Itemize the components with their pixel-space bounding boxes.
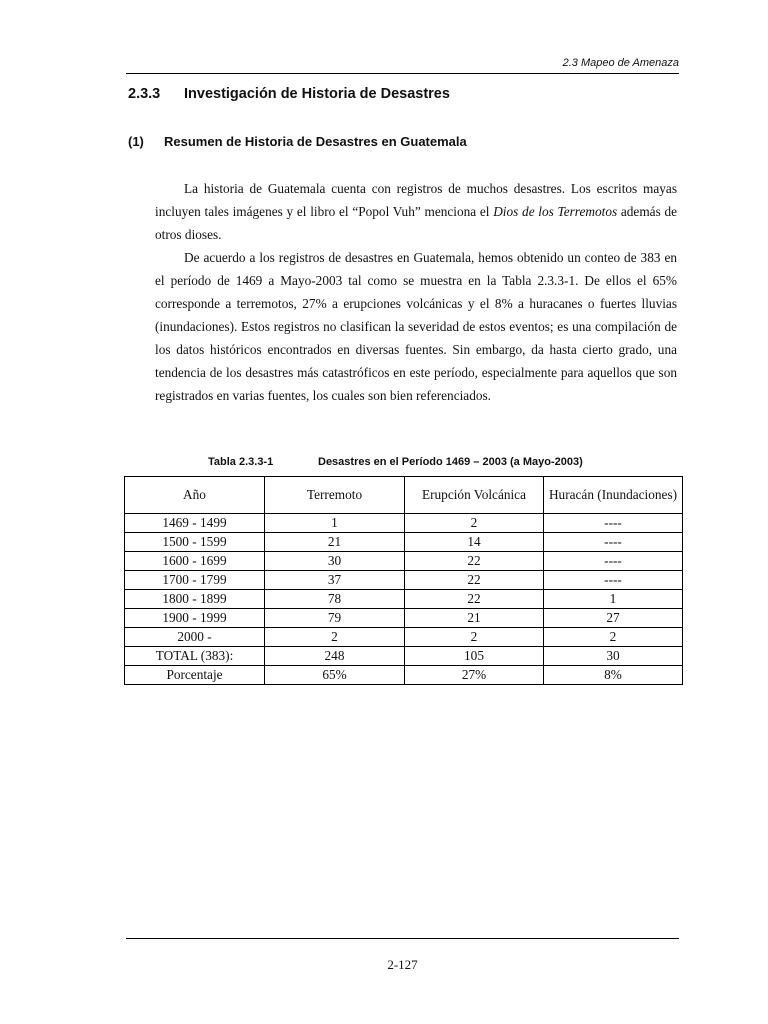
paragraph-1-part-b: además de otros dioses.	[155, 204, 678, 242]
disasters-table	[124, 476, 683, 685]
cell-earthquake: 1	[265, 514, 405, 533]
table-row	[125, 552, 683, 571]
cell-year: 1600 - 1699	[125, 552, 265, 571]
table-row	[125, 514, 683, 533]
cell-hurricane: 27	[544, 609, 683, 628]
cell-hurricane: ----	[544, 552, 683, 571]
cell-earthquake: 2	[265, 628, 405, 647]
table-row	[125, 590, 683, 609]
cell-hurricane: 2	[544, 628, 683, 647]
cell-volcanic: 27%	[405, 666, 544, 685]
cell-earthquake: 65%	[265, 666, 405, 685]
header-volcanic: Erupción Volcánica	[405, 477, 544, 514]
cell-volcanic: 22	[405, 571, 544, 590]
cell-year: 1800 - 1899	[125, 590, 265, 609]
cell-hurricane: ----	[544, 571, 683, 590]
cell-volcanic: 21	[405, 609, 544, 628]
cell-year: 1469 - 1499	[125, 514, 265, 533]
cell-year: TOTAL (383):	[125, 647, 265, 666]
cell-earthquake: 79	[265, 609, 405, 628]
cell-volcanic: 22	[405, 590, 544, 609]
cell-hurricane: ----	[544, 514, 683, 533]
table-caption-number: Tabla 2.3.3-1	[208, 456, 274, 468]
table-row-percentage	[125, 666, 683, 685]
section-number: 2.3.3	[128, 86, 161, 102]
cell-earthquake: 30	[265, 552, 405, 571]
running-header: 2.3 Mapeo de Amenaza	[562, 57, 679, 69]
cell-volcanic: 2	[405, 628, 544, 647]
table-row	[125, 628, 683, 647]
section-title: Investigación de Historia de Desastres	[184, 86, 450, 102]
cell-hurricane: 8%	[544, 666, 683, 685]
cell-year: 2000 -	[125, 628, 265, 647]
table-row	[125, 571, 683, 590]
cell-hurricane: 1	[544, 590, 683, 609]
cell-volcanic: 22	[405, 552, 544, 571]
cell-hurricane: ----	[544, 533, 683, 552]
table-row	[125, 609, 683, 628]
cell-earthquake: 248	[265, 647, 405, 666]
cell-year: 1700 - 1799	[125, 571, 265, 590]
cell-hurricane: 30	[544, 647, 683, 666]
cell-earthquake: 37	[265, 571, 405, 590]
cell-earthquake: 78	[265, 590, 405, 609]
cell-volcanic: 14	[405, 533, 544, 552]
cell-earthquake: 21	[265, 533, 405, 552]
header-rule	[126, 73, 679, 74]
paragraph-1-part-a: La historia de Guatemala cuenta con registros de muchos desastres. Los escritos mayas incluyen tales imágenes y el libro el “Popol Vuh” menciona el	[155, 181, 677, 219]
cell-year: 1500 - 1599	[125, 533, 265, 552]
paragraph-2: De acuerdo a los registros de desastres en Guatemala, hemos obtenido un conteo de 383 en el período de 1469 a Mayo-2003 tal como se muestra en la Tabla 2.3.3-1. De ellos el 65% corresponde a terremotos, 27% a erupciones volcánicas y el 8% a huracanes o fuertes lluvias (inundaciones). Estos registros no clasifican la severidad de estos eventos; es una compilación de los datos históricos encontrados en diversas fuentes. Sin embargo, da hasta cierto grado, una tendencia de los desastres más catastróficos en este período, especialmente para aquellos que son registrados en varias fuentes, los cuales son bien referenciados.	[155, 250, 677, 403]
section-heading	[128, 86, 450, 102]
table-caption	[208, 456, 583, 468]
header-year: Año	[125, 477, 265, 514]
header-hurricane: Huracán (Inundaciones)	[544, 477, 683, 514]
subsection-number: (1)	[128, 134, 144, 149]
subsection-heading	[128, 134, 467, 149]
paragraph-1-italic: Dios de los Terremotos	[493, 204, 618, 219]
cell-volcanic: 105	[405, 647, 544, 666]
table-caption-title: Desastres en el Período 1469 – 2003 (a Mayo-2003)	[318, 456, 583, 468]
body-text	[155, 177, 677, 407]
paragraph-1	[155, 177, 677, 246]
header-earthquake: Terremoto	[265, 477, 405, 514]
cell-year: Porcentaje	[125, 666, 265, 685]
cell-year: 1900 - 1999	[125, 609, 265, 628]
table-row-total	[125, 647, 683, 666]
subsection-title: Resumen de Historia de Desastres en Guatemala	[164, 134, 467, 149]
table-header-row	[125, 477, 683, 514]
cell-volcanic: 2	[405, 514, 544, 533]
page-number: 2-127	[387, 957, 418, 972]
table-row	[125, 533, 683, 552]
footer-rule	[126, 938, 679, 939]
